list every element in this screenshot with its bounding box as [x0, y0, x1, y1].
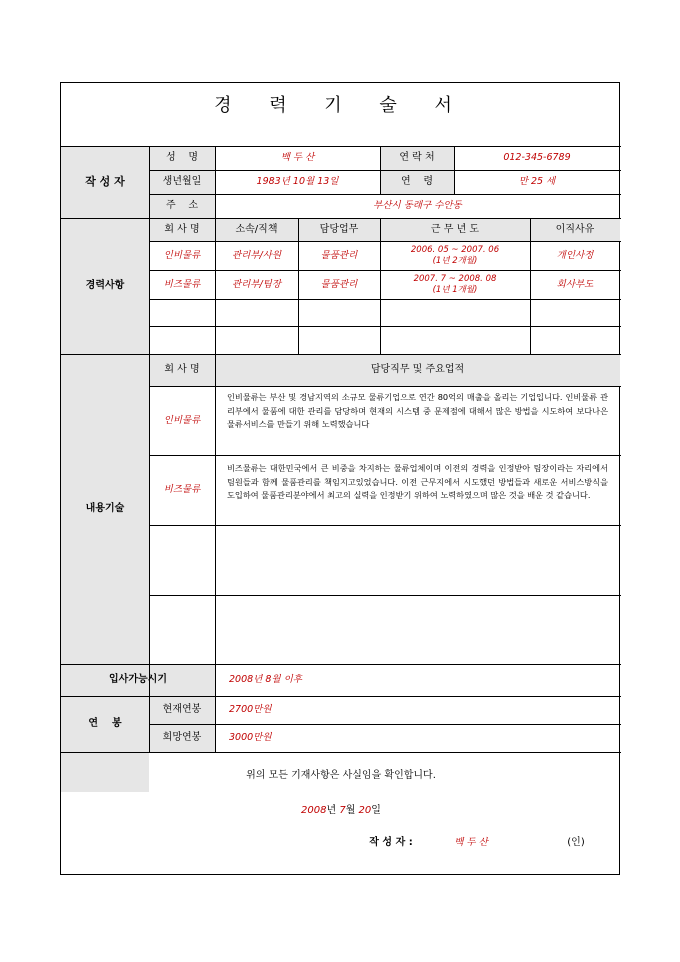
hline	[61, 752, 621, 753]
signature-date	[61, 803, 621, 819]
content-col-duty: 담당직무 및 주요업적	[370, 364, 465, 375]
contact-value: 012-345-6789	[503, 152, 571, 163]
career-row-company: 인비물류	[163, 249, 201, 261]
content-section-header: 내용기술	[85, 503, 125, 514]
career-period-range: 2007. 7 ~ 2008. 08	[413, 273, 497, 284]
hline	[149, 455, 621, 456]
career-row-reason: 회사부도	[556, 278, 594, 290]
career-col-reason: 이직사유	[555, 223, 595, 235]
date-month: 7	[339, 805, 346, 816]
desired-salary-value: 3000만원	[229, 732, 272, 743]
birth-label: 생년월일	[162, 176, 202, 187]
career-row-duty: 물품관리	[320, 278, 358, 290]
hline	[149, 525, 621, 526]
document-title: 경 력 기 술 서	[214, 95, 468, 116]
career-section-header: 경력사항	[85, 280, 125, 291]
date-year: 2008	[301, 805, 327, 816]
content-col-company: 회 사 명	[164, 364, 200, 375]
current-salary-value: 2700만원	[229, 704, 272, 715]
writer-section-header: 작 성 자	[85, 175, 125, 188]
content-entry-text: 비즈물류는 대한민국에서 큰 비중을 차지하는 물류업체이며 이전의 경력을 인정받아 팀장이라는 자리에서 팀원들과 함께 물품관리를 책임지고있었습니다. 이전 근무지에서 시도했던 방법들과 새로운 서비스방식을 도입하여 물품관리분야에서 최고의 실력을 인정받기 위하여 노력하였으며 많은 것을 배운 것 같습니다.	[227, 463, 608, 501]
birth-value: 1983년 10월 13일	[256, 176, 339, 187]
career-row-dept: 관리부/팀장	[231, 278, 282, 290]
seal-mark: (인)	[567, 837, 585, 848]
career-col-dept: 소속/직책	[235, 223, 278, 235]
career-row-period	[380, 241, 530, 270]
career-row-company: 비즈물류	[163, 278, 201, 290]
hline	[149, 299, 621, 300]
salary-header: 연 봉	[88, 718, 122, 729]
content-entry-text: 인비물류는 부산 및 경남지역의 소규모 물류기업으로 연간 80억의 매출을 올리는 기업입니다. 인비물류 관리부에서 물품에 대한 관리를 담당하며 현재의 시스템 중 문제점에 대해서 많은 방법을 시도하여 보다나은 물류서비스를 만들기 위해 노력했습니다	[227, 392, 608, 430]
career-row-period	[380, 270, 530, 299]
career-period-duration: (1년 1개월)	[432, 284, 478, 295]
career-row-dept: 관리부/사원	[231, 249, 282, 261]
career-col-duty: 담당업무	[319, 223, 359, 235]
date-day-unit: 일	[371, 805, 381, 816]
content-entry-company: 비즈물류	[163, 484, 201, 495]
hline	[149, 386, 621, 387]
name-value: 백 두 산	[280, 152, 315, 163]
writer-signature-label: 작 성 자 :	[369, 837, 413, 848]
date-year-unit: 년	[326, 805, 340, 816]
current-salary-label: 현재연봉	[162, 704, 202, 715]
age-value: 만 25 세	[518, 176, 556, 187]
career-col-company: 회 사 명	[164, 223, 200, 235]
resume-sheet	[60, 82, 620, 875]
content-entry-company: 인비물류	[163, 414, 201, 426]
writer-signature-name: 백 두 산	[454, 837, 488, 848]
date-day: 20	[358, 805, 372, 816]
hline	[149, 595, 621, 596]
confirmation-statement: 위의 모든 기재사항은 사실임을 확인합니다.	[246, 770, 436, 781]
age-label: 연 령	[400, 176, 434, 187]
name-label: 성 명	[165, 152, 199, 163]
address-value: 부산시 동래구 수안동	[373, 200, 462, 211]
date-month-unit: 월	[345, 805, 359, 816]
desired-salary-label: 희망연봉	[162, 732, 202, 743]
available-value: 2008년 8월 이후	[229, 674, 302, 685]
available-label: 입사가능시기	[109, 674, 167, 685]
career-period-duration: (1년 2개월)	[432, 255, 478, 266]
career-period-range: 2006. 05 ~ 2007. 06	[410, 244, 500, 255]
hline	[149, 326, 621, 327]
address-label: 주 소	[165, 200, 199, 211]
career-row-reason: 개인사정	[556, 249, 594, 261]
career-col-period: 근 무 년 도	[430, 223, 480, 235]
career-row-duty: 물품관리	[320, 249, 358, 261]
contact-label: 연 락 처	[399, 152, 435, 163]
